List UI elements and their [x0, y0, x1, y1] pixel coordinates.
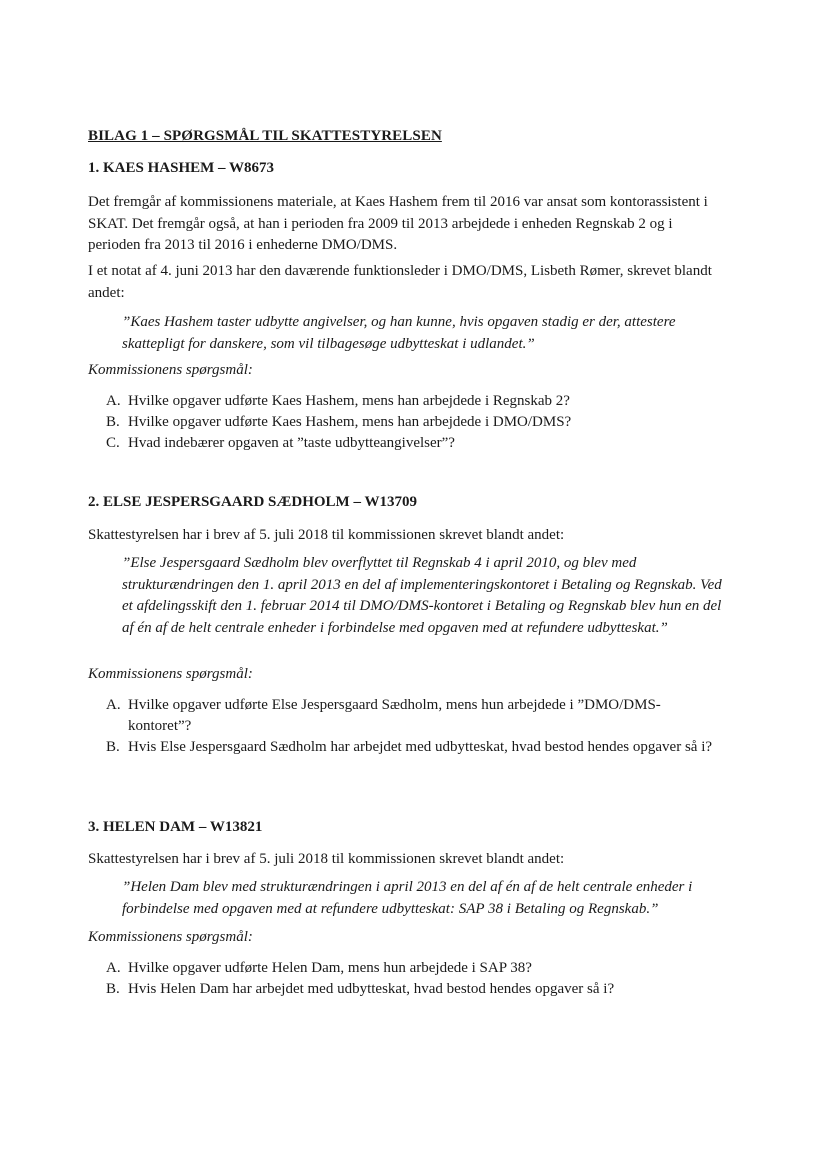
question-text: Hvis Helen Dam har arbejdet med udbytteskat, hvad bestod hendes opgaver så i?	[128, 981, 615, 997]
question-letter: B.	[106, 981, 120, 997]
question-text: Hvilke opgaver udførte Helen Dam, mens hun arbejdede i SAP 38?	[128, 960, 532, 976]
section-3-paragraph-1: Skattestyrelsen har i brev af 5. juli 2018 til kommissionen skrevet blandt andet:	[88, 851, 565, 867]
section-1-questions-label: Kommissionens spørgsmål:	[88, 362, 253, 378]
question-item	[106, 433, 706, 454]
question-letter: C.	[106, 435, 120, 451]
document-title: BILAG 1 – SPØRGSMÅL TIL SKATTESTYRELSEN	[88, 128, 442, 144]
section-2-questions-label: Kommissionens spørgsmål:	[88, 666, 253, 682]
question-item	[106, 979, 724, 1000]
question-letter: B.	[106, 414, 120, 430]
question-text: Hvilke opgaver udførte Kaes Hashem, mens han arbejdede i Regnskab 2?	[128, 393, 570, 409]
question-item	[106, 958, 724, 979]
question-item	[106, 695, 724, 737]
section-3-questions-label: Kommissionens spørgsmål:	[88, 929, 253, 945]
question-item	[106, 737, 724, 758]
question-text: Hvis Else Jespersgaard Sædholm har arbejdet med udbytteskat, hvad bestod hendes opgaver så i?	[128, 739, 713, 755]
section-3-quote: ”Helen Dam blev med strukturændringen i april 2013 en del af én af de helt centrale enheder i forbindelse med opgaven med at refundere udbytteskat: SAP 38 i Betaling og Regnskab.”	[122, 879, 693, 917]
section-1-quote: ”Kaes Hashem taster udbytte angivelser, og han kunne, hvis opgaven stadig er der, attestere skattepligt for danskere, som vil tilbagesøge udbytteskat i udlandet.”	[122, 314, 676, 352]
section-2-quote: ”Else Jespersgaard Sædholm blev overflyttet til Regnskab 4 i april 2010, og blev med strukturændringen den 1. april 2013 en del af implementeringskontoret i Betaling og Regnskab. Ved et afdelingsskift den 1. februar 2014 til DMO/DMS-kontoret i Betaling og Regnskab blev hun en del af én af de helt centrale enheder i forbindelse med opgaven med at refundere udbytteskat.”	[122, 555, 722, 636]
question-text: Hvad indebærer opgaven at ”taste udbytteangivelser”?	[128, 435, 455, 451]
question-letter: A.	[106, 960, 121, 976]
section-2-heading: 2. ELSE JESPERSGAARD SÆDHOLM – W13709	[88, 494, 417, 510]
section-3-heading: 3. HELEN DAM – W13821	[88, 819, 263, 835]
section-1-question-list	[106, 391, 706, 454]
question-text: Hvilke opgaver udførte Else Jespersgaard Sædholm, mens hun arbejdede i ”DMO/DMS-kontoret”?	[128, 697, 661, 734]
section-1-heading: 1. KAES HASHEM – W8673	[88, 160, 274, 176]
section-1-paragraph-2: I et notat af 4. juni 2013 har den daværende funktionsleder i DMO/DMS, Lisbeth Rømer, skrevet blandt andet:	[88, 263, 712, 301]
question-item	[106, 412, 706, 433]
question-letter: A.	[106, 697, 121, 713]
section-3-question-list	[106, 958, 724, 1000]
section-2-paragraph-1: Skattestyrelsen har i brev af 5. juli 2018 til kommissionen skrevet blandt andet:	[88, 527, 565, 543]
question-item	[106, 391, 706, 412]
section-1-paragraph-1: Det fremgår af kommissionens materiale, at Kaes Hashem frem til 2016 var ansat som kontorassistent i SKAT. Det fremgår også, at han i perioden fra 2009 til 2013 arbejdede i enheden Regnskab 2 og i perioden fra 2013 til 2016 i enhederne DMO/DMS.	[88, 194, 708, 253]
section-2-question-list	[106, 695, 724, 758]
question-letter: A.	[106, 393, 121, 409]
question-text: Hvilke opgaver udførte Kaes Hashem, mens han arbejdede i DMO/DMS?	[128, 414, 572, 430]
question-letter: B.	[106, 739, 120, 755]
